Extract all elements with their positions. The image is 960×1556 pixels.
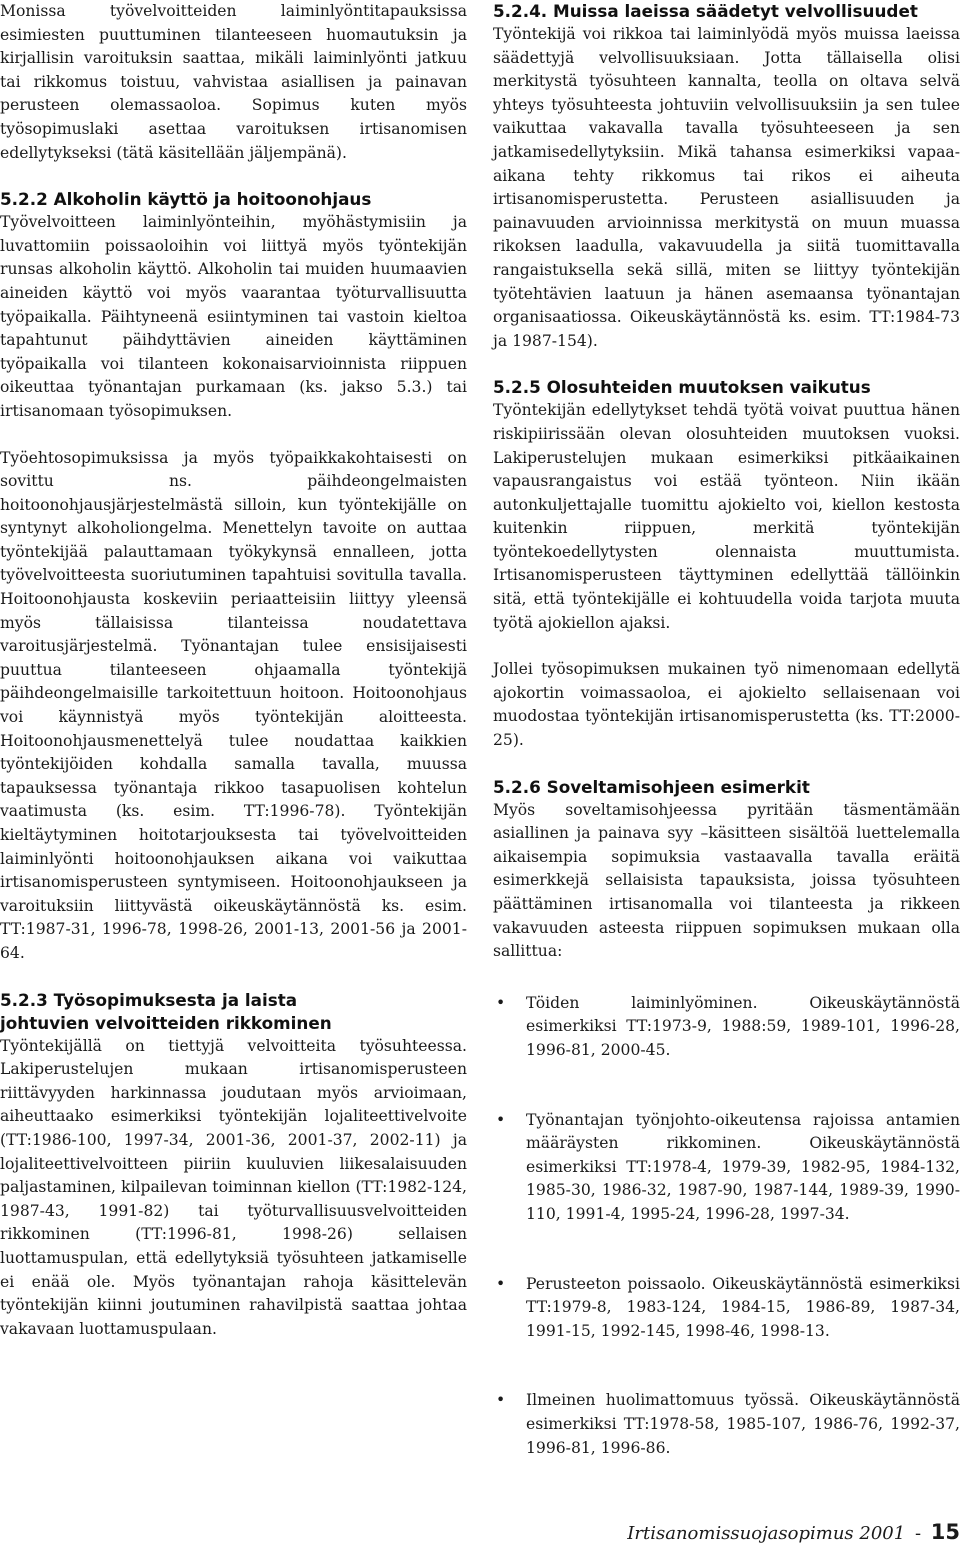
footer-title: Irtisanomissuojasopimus 2001: [627, 1523, 906, 1544]
footer-separator: -: [914, 1523, 922, 1544]
bullet-icon: •: [496, 1110, 506, 1129]
page-footer: [627, 1520, 960, 1546]
section-5-2-6-paragraph-1: Myös soveltamisohjeessa pyritään täsmentämään asiallinen ja painava syy –käsitteen sisältöä luettelemalla aikaisempia sopimuksia vastaavalla tavalla eräitä esimerkkejä sellaisista tapauksista, joissa työsuhteen päättäminen irtisanomalla voi tilanteesta ja rikkeen vakavuuden asteesta riippuen sopimuksen mukaan olla sallittua:: [493, 800, 960, 961]
examples-list: [493, 992, 960, 1460]
section-5-2-5-paragraph-1: Työntekijän edellytykset tehdä työtä voivat puuttua hänen riskipiirissään olevan olosuhteiden muutoksen vuoksi. Lakiperustelujen mukaan esimerkiksi pitkäaikainen vapausrangaistus voi estää työnteon. Niin ikään autonkuljettajalle tuomittu ajokielto voi, kiellon kestosta kuitenkin riippuen, merkitä työntekijän työntekoedellytysten olennaista muuttumista. Irtisanomisperusteen täyttyminen edellyttää tällöinkin sitä, että työntekijälle ei kohtuudella voida tarjota muuta työtä ajokiellon ajaksi.: [493, 401, 960, 632]
section-5-2-6-heading: 5.2.6 Soveltamisohjeen esimerkit: [493, 776, 810, 797]
section-5-2-3-heading-line-2: johtuvien velvoitteiden rikkominen: [0, 1012, 332, 1033]
list-item: [493, 992, 960, 1063]
intro-paragraph: Monissa työvelvoitteiden laiminlyöntitapauksissa esimiesten puuttuminen tilanteeseen huomautuksin ja kirjallisin varoituksin saattaa, mikäli laiminlyönti jatkuu tai rikkomus toistuu, vahvistaa asiallisen ja painavan perusteen olemassaoloa. Sopimus kuten myös työsopimuslaki asettaa varoituksen irtisanomisen edellytykseksi (tätä käsitellään jäljempänä).: [0, 2, 467, 162]
list-item: [493, 1273, 960, 1344]
section-5-2-2-heading: 5.2.2 Alkoholin käyttö ja hoitoonohjaus: [0, 189, 372, 210]
section-5-2-2-paragraph-1: Työvelvoitteen laiminlyönteihin, myöhästymisiin ja luvattomiin poissaoloihin voi liittyä myös työntekijän runsas alkoholin käyttö. Alkoholin tai muiden huumaavien aineiden käyttö voi myös vaarantaa työturvallisuutta työpaikalla. Päihtyneenä esiintyminen tai vastoin kieltoa tapahtunut päihdyttävien aineiden käyttäminen työpaikalla voi tilanteen kokonaisarvioinnista riippuen oikeuttaa työnantajan purkamaan (ks. jakso 5.3.) tai irtisanomaan työsopimuksen.: [0, 213, 467, 420]
list-item-text: Ilmeinen huolimattomuus työssä. Oikeuskäytännöstä esimerkiksi TT:1978-58, 1985-107, 1986-76, 1992-37, 1996-81, 1996-86.: [526, 1391, 960, 1457]
section-5-2-4-paragraph-1: Työntekijä voi rikkoa tai laiminlyödä myös muissa laeissa säädettyjä velvollisuuksiaan. Jotta tällaisella olisi merkitystä työsuhteen kannalta, teolla on oltava selvä yhteys työsuhteesta johtuviin velvollisuuksiin ja sen tulee vaikuttaa vakavalla tavalla työsuhteeseen ja sen jatkamisedellytyksiin. Mikä tahansa esimerkiksi vapaa-aikana tehty rikkomus tai rikos ei aiheuta irtisanomisperustetta. Perusteen asiallisuuden ja painavuuden arvioinnissa merkitystä on muun muassa rikoksen laadulla, vakavuudella ja siitä tuomittavalla rangaistuksella sekä sillä, miten se liittyy työntekijän työtehtävien laatuun ja hänen asemaansa työnantajan organisaatiossa. Oikeuskäytännöstä ks. esim. TT:1984-73 ja 1987-154).: [493, 25, 960, 350]
bullet-icon: •: [496, 1391, 506, 1410]
right-column: [493, 0, 960, 1506]
section-5-2-4-heading: 5.2.4. Muissa laeissa säädetyt velvollisuudet: [493, 1, 918, 21]
list-item-text: Työnantajan työnjohto-oikeutensa rajoissa antamien määräysten rikkominen. Oikeuskäytännöstä esimerkiksi TT:1978-4, 1979-39, 1982-95, 1984-132, 1985-30, 1986-32, 1987-90, 1987-144, 1989-39, 1990-110, 1991-4, 1995-24, 1996-28, 1997-34.: [526, 1110, 960, 1223]
section-5-2-5-paragraph-2: Jollei työsopimuksen mukainen työ nimenomaan edellytä ajokortin voimassaoloa, ei ajokielto sellaisenaan voi muodostaa työntekijän irtisanomisperustetta (ks. TT:2000-25).: [493, 660, 960, 750]
bullet-icon: •: [496, 993, 506, 1012]
section-5-2-3-heading-line-1: 5.2.3 Työsopimuksesta ja laista: [0, 989, 298, 1010]
section-5-2-3-heading: [0, 989, 467, 1035]
left-column: [0, 0, 467, 1341]
section-5-2-3-paragraph-1: Työntekijällä on tiettyjä velvoitteita työsuhteessa. Lakiperustelujen mukaan irtisanomisperusteen riittävyyden harkinnassa joudutaan myös arvioimaan, aiheuttaako esimerkiksi työntekijän lojaliteettivelvoite (TT:1986-100, 1997-34, 2001-36, 2001-37, 2002-11) ja lojaliteettivelvoitteen piiriin kuuluvien liikesalaisuuden paljastaminen, kilpailevan toiminnan kiellon (TT:1982-124, 1987-43, 1991-82) tai työturvallisuusvelvoitteiden rikkominen (TT:1996-81, 1998-26) sellaisen luottamuspulan, että edellytyksiä työsuhteen jatkamiselle ei enää ole. Myös työnantajan rahoja käsittelevän työntekijän kiinni joutuminen rahavilpistä saattaa johtaa vakavaan luottamuspulaan.: [0, 1036, 467, 1338]
section-5-2-5-heading: 5.2.5 Olosuhteiden muutoksen vaikutus: [493, 377, 871, 398]
section-5-2-2-paragraph-2: Työehtosopimuksissa ja myös työpaikkakohtaisesti on sovittu ns. päihdeongelmaisten hoitoonohjausjärjestelmästä silloin, kun työntekijälle on syntynyt alkoholiongelma. Menettelyn tavoite on auttaa työntekijää palauttamaan työkykynsä ennalleen, jotta työvelvoitteesta suoriutuminen tapahtuisi sovitulla tavalla. Hoitoonohjausta koskeviin periaatteisiin liittyy yleensä myös tällaisissa tilanteissa noudatettava varoitusjärjestelmä. Työnantajan tulee ensisijaisesti puuttua tilanteeseen ohjaamalla työntekijä päihdeongelmaisille tarkoitettuun hoitoon. Hoitoonohjaus voi käynnistyä myös työntekijän aloitteesta. Hoitoonohjausmenettelyä tulee noudattaa kaikkien työntekijöiden kohdalla samalla tavalla, muussa tapauksessa työnantaja rikkoo tasapuolisen kohtelun vaatimusta (ks. esim. TT:1996-78). Työntekijän kieltäytyminen hoitotarjouksesta tai työvelvoitteiden laiminlyönti hoitoonohjauksen aikana voi vaikuttaa irtisanomisperusteen syntymiseen. Hoitoonohjaukseen ja varoituksiin liittyvästä oikeuskäytännöstä ks. esim. TT:1987-31, 1996-78, 1998-26, 2001-13, 2001-56 ja 2001-64.: [0, 448, 467, 962]
list-item: [493, 1109, 960, 1227]
page-number: 15: [930, 1520, 960, 1544]
list-item-text: Töiden laiminlyöminen. Oikeuskäytännöstä esimerkiksi TT:1973-9, 1988:59, 1989-101, 1996-28, 1996-81, 2000-45.: [526, 993, 960, 1059]
bullet-icon: •: [496, 1274, 506, 1293]
list-item-text: Perusteeton poissaolo. Oikeuskäytännöstä esimerkiksi TT:1979-8, 1983-124, 1984-15, 1986-89, 1987-34, 1991-15, 1992-145, 1998-46, 1998-13.: [526, 1274, 960, 1340]
list-item: [493, 1389, 960, 1460]
